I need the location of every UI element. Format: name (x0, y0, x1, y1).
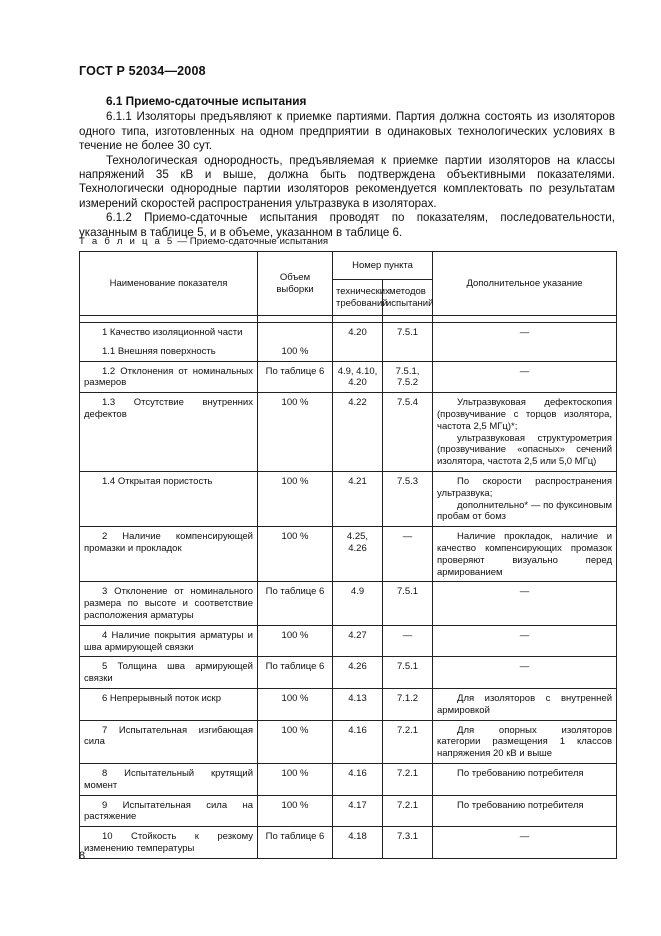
additional-note (433, 688, 617, 720)
table-caption-text: — Приемо-сдаточные испытания (174, 236, 329, 247)
additional-note (433, 827, 617, 859)
indicator-name (80, 688, 258, 720)
table-row (80, 688, 617, 720)
table-row (80, 625, 617, 657)
tech-requirements-point: 4.9 (333, 582, 383, 625)
additional-note (433, 527, 617, 582)
table-caption (79, 236, 328, 247)
additional-note (433, 471, 617, 526)
header-name: Наименование показателя (80, 252, 258, 316)
test-methods-point: 7.2.1 (383, 763, 433, 795)
note-line: — (519, 327, 530, 338)
note-line: — (519, 629, 530, 641)
note-line: По скорости распространения ультразвука; (437, 475, 613, 499)
indicator-name (80, 342, 258, 361)
table-row (80, 342, 617, 361)
paragraph-technological-homogeneity: Технологическая однородность, предъявляемая к приемке партии изоляторов на классы напряжений 35 кВ и выше, должна быть подтверждена объективными показателями. Технологически однородные партии изоляторов рекомендуется комплектовать по результатам измерений скоростей распространения ультразвука в изоляторах. (79, 153, 615, 210)
indicator-name-text: 10 Стойкость к резкому изменению температуры (84, 831, 253, 854)
sample-volume: 100 % (258, 688, 333, 720)
indicator-name-text: 8 Испытательный крутящий момент (84, 767, 253, 791)
header-volume: Объем выборки (258, 252, 333, 316)
note-line: — (519, 661, 530, 673)
sample-volume (258, 323, 333, 342)
table-row (80, 361, 617, 393)
indicator-name (80, 657, 258, 689)
header-test-methods: методов испытаний (383, 280, 433, 316)
additional-note (433, 342, 617, 361)
indicator-name (80, 827, 258, 859)
note-line: Наличие прокладок, наличие и качество компенсирующих промазок проверяют визуально перед армированием (437, 531, 613, 578)
table-row (80, 527, 617, 582)
table-row (80, 657, 617, 689)
additional-note (433, 625, 617, 657)
indicator-name-text: 1 Качество изоляционной части (102, 327, 243, 338)
test-methods-point: 7.5.4 (383, 393, 433, 472)
tech-requirements-point (333, 342, 383, 361)
indicator-name-text: 7 Испытательная изгибающая сила (84, 724, 253, 748)
acceptance-tests-table (79, 251, 617, 859)
test-methods-point: 7.2.1 (383, 720, 433, 763)
indicator-name-text: 9 Испытательная сила на растяжение (84, 799, 253, 823)
section-heading: 6.1 Приемо-сдаточные испытания (106, 94, 307, 108)
paragraph-6-1-2: 6.1.2 Приемо-сдаточные испытания проводят по показателям, последовательности, указанным в таблице 5, и в объеме, указанном в таблице 6. (79, 211, 615, 239)
tech-requirements-point: 4.25, 4.26 (333, 527, 383, 582)
indicator-name (80, 582, 258, 625)
note-line: Ультразвуковая дефектоскопия (прозвучивание с торцов изолятора, частота 2,5 МГц)*; (437, 397, 613, 432)
tech-requirements-point: 4.16 (333, 763, 383, 795)
indicator-name-text: 1.4 Открытая пористость (102, 475, 213, 487)
indicator-name-text: 1.1 Внешняя поверхность (102, 345, 216, 357)
tech-requirements-point: 4.16 (333, 720, 383, 763)
indicator-name (80, 795, 258, 827)
header-tech-requirements: технических требований (333, 280, 383, 316)
indicator-name (80, 393, 258, 472)
document-header: ГОСТ Р 52034—2008 (79, 64, 206, 78)
test-methods-point: — (383, 527, 433, 582)
test-methods-point: 7.5.1 (383, 657, 433, 689)
test-methods-point: — (383, 625, 433, 657)
additional-note (433, 720, 617, 763)
table-row (80, 795, 617, 827)
indicator-name (80, 720, 258, 763)
sample-volume: 100 % (258, 720, 333, 763)
section-body (79, 94, 615, 240)
sample-volume: По таблице 6 (258, 827, 333, 859)
indicator-name-text: 1.3 Отсутствие внутренних дефектов (84, 397, 253, 420)
paragraph-6-1-1: 6.1.1 Изоляторы предъявляют к приемке партиями. Партия должна состоять из изоляторов одного типа, изготовленных на одном предприятии в одинаковых технологических условиях в течение не более 30 сут. (79, 110, 615, 153)
sample-volume: По таблице 6 (258, 657, 333, 689)
additional-note (433, 657, 617, 689)
header-point-number: Номер пункта (333, 252, 433, 280)
test-methods-point: 7.2.1 (383, 795, 433, 827)
tech-requirements-point: 4.26 (333, 657, 383, 689)
tech-requirements-point: 4.21 (333, 471, 383, 526)
table-row (80, 393, 617, 472)
indicator-name (80, 763, 258, 795)
test-methods-point: 7.5.1, 7.5.2 (383, 361, 433, 393)
indicator-name-text: 1.2 Отклонения от номинальных размеров (84, 365, 253, 389)
additional-note (433, 393, 617, 472)
note-line: — (519, 831, 530, 843)
sample-volume: 100 % (258, 527, 333, 582)
sample-volume: 100 % (258, 342, 333, 361)
sample-volume: 100 % (258, 795, 333, 827)
note-line: По требованию потребителя (457, 767, 584, 779)
sample-volume: 100 % (258, 625, 333, 657)
sample-volume: 100 % (258, 393, 333, 472)
test-methods-point: 7.5.3 (383, 471, 433, 526)
sample-volume: По таблице 6 (258, 361, 333, 393)
additional-note (433, 795, 617, 827)
tech-requirements-point: 4.17 (333, 795, 383, 827)
indicator-name (80, 361, 258, 393)
test-methods-point: 7.1.2 (383, 688, 433, 720)
sample-volume: 100 % (258, 763, 333, 795)
sample-volume: По таблице 6 (258, 582, 333, 625)
indicator-name-text: 5 Толщина шва армирующей связки (84, 661, 253, 685)
table-row (80, 827, 617, 859)
table-body (80, 316, 617, 859)
tech-requirements-point: 4.13 (333, 688, 383, 720)
header-note: Дополнительное указание (433, 252, 617, 316)
table-row (80, 471, 617, 526)
indicator-name-text: 6 Непрерывный поток искр (102, 692, 221, 704)
note-line: — (519, 365, 530, 377)
indicator-name-text: 3 Отклонение от номинального размера по высоте и соответствие расположения арматуры (84, 586, 253, 621)
indicator-name (80, 471, 258, 526)
note-line: дополнительно* — по фуксиновым пробам от бомз (437, 499, 613, 523)
indicator-name-text: 4 Наличие покрытия арматуры и шва армирующей связки (84, 629, 253, 653)
sample-volume: 100 % (258, 471, 333, 526)
note-line: По требованию потребителя (457, 799, 584, 811)
indicator-name (80, 625, 258, 657)
table-spacer-row (80, 316, 617, 323)
table-row (80, 582, 617, 625)
test-methods-point: 7.3.1 (383, 827, 433, 859)
tech-requirements-point: 4.20 (333, 323, 383, 342)
note-line: Для опорных изоляторов категории размещения 1 классов напряжения 20 кВ и выше (437, 724, 613, 760)
additional-note (433, 582, 617, 625)
table-row (80, 763, 617, 795)
tech-requirements-point: 4.22 (333, 393, 383, 472)
test-methods-point (383, 342, 433, 361)
additional-note (433, 361, 617, 393)
table-row (80, 323, 617, 342)
test-methods-point: 7.5.1 (383, 323, 433, 342)
test-methods-point: 7.5.1 (383, 582, 433, 625)
tech-requirements-point: 4.9, 4.10, 4.20 (333, 361, 383, 393)
additional-note (433, 323, 617, 342)
tech-requirements-point: 4.18 (333, 827, 383, 859)
indicator-name (80, 323, 258, 342)
note-line: Для изоляторов с внутренней армировкой (437, 692, 613, 716)
table-row (80, 720, 617, 763)
page-number: 8 (79, 850, 86, 862)
table-caption-label: Т а б л и ц а 5 (79, 236, 175, 247)
note-line: ультразвуковая структурометрия (прозвучивание «опасных» сечений изолятора, частота 2,5 или 5,0 МГц) (437, 432, 613, 468)
indicator-name-text: 2 Наличие компенсирующей промазки и прокладок (84, 531, 253, 554)
additional-note (433, 763, 617, 795)
tech-requirements-point: 4.27 (333, 625, 383, 657)
indicator-name (80, 527, 258, 582)
note-line: — (519, 586, 530, 598)
